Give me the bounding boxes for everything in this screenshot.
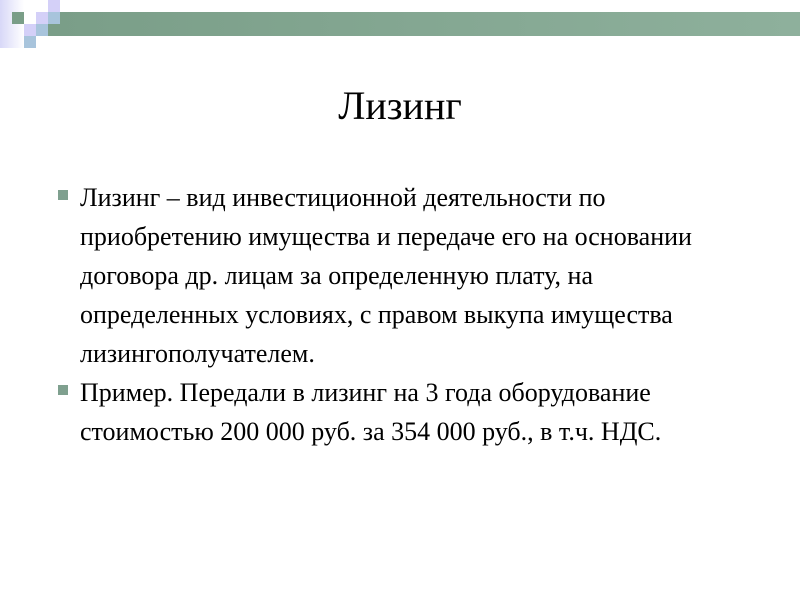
bullet-square-icon	[58, 385, 68, 395]
slide-title: Лизинг	[338, 83, 462, 128]
decor-square	[48, 12, 60, 24]
decor-square	[48, 0, 60, 12]
decor-bar	[48, 12, 800, 36]
bullet-list	[58, 178, 758, 451]
bullet-item	[58, 373, 758, 451]
bullet-square-icon	[58, 190, 68, 200]
bullet-item	[58, 178, 758, 373]
decor-square	[36, 12, 48, 24]
bullet-text: Лизинг – вид инвестиционной деятельности по приобретению имущества и передаче его на основании договора др. лицам за определенную плату, на определенных условиях, с правом выкупа имущества лизингополучателем.	[80, 183, 692, 368]
decor-square	[24, 36, 36, 48]
decor-square	[36, 24, 48, 36]
decor-square	[24, 24, 36, 36]
bullet-text: Пример. Передали в лизинг на 3 года оборудование стоимостью 200 000 руб. за 354 000 руб., в т.ч. НДС.	[80, 378, 662, 446]
decor-fade	[0, 0, 24, 48]
decor-square	[12, 12, 24, 24]
